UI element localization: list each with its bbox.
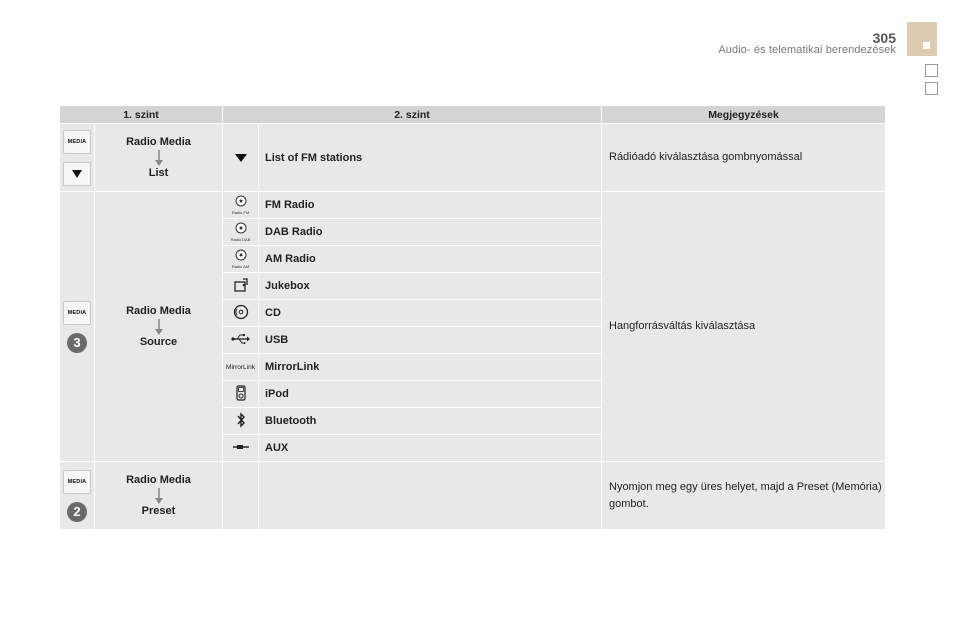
table-row bbox=[60, 462, 886, 530]
source-item: DAB Radio bbox=[259, 219, 602, 246]
media-button-icon: MEDIA bbox=[63, 130, 91, 154]
radio-fm-icon: Radio FM bbox=[223, 195, 258, 215]
mirrorlink-icon: MirrorLink bbox=[226, 363, 255, 371]
down-arrow-icon bbox=[154, 319, 164, 335]
button-cell bbox=[60, 192, 95, 462]
bluetooth-icon bbox=[223, 412, 258, 431]
note: Rádióadó kiválasztása gombnyomással bbox=[602, 124, 886, 192]
down-arrow-button-icon bbox=[63, 162, 91, 186]
level2-icon-cell bbox=[223, 462, 259, 530]
media-button-icon: MEDIA bbox=[63, 301, 91, 325]
source-item: FM Radio bbox=[259, 192, 602, 219]
media-button-icon: MEDIA bbox=[63, 470, 91, 494]
chapter-tab-box bbox=[925, 82, 938, 95]
note: Hangforrásváltás kiválasztása bbox=[602, 192, 886, 462]
number-button-icon: 2 bbox=[67, 502, 87, 522]
header-level2: 2. szint bbox=[223, 106, 602, 124]
down-arrow-icon bbox=[154, 150, 164, 166]
source-item: Jukebox bbox=[259, 273, 602, 300]
down-arrow-icon bbox=[154, 488, 164, 504]
header-notes: Megjegyzések bbox=[602, 106, 886, 124]
level1-subtitle: List bbox=[148, 167, 169, 179]
number-button-icon: 3 bbox=[67, 333, 87, 353]
usb-icon bbox=[223, 333, 258, 348]
source-item: iPod bbox=[259, 381, 602, 408]
source-icon-cell bbox=[223, 381, 259, 408]
source-icon-cell bbox=[223, 192, 259, 219]
button-cell bbox=[60, 462, 95, 530]
source-item: CD bbox=[259, 300, 602, 327]
level1-cell bbox=[95, 124, 223, 192]
level1-title: Radio Media bbox=[126, 305, 191, 317]
source-icon-cell bbox=[223, 327, 259, 354]
source-icon-cell bbox=[223, 435, 259, 462]
level1-cell bbox=[95, 462, 223, 530]
jukebox-icon bbox=[223, 277, 258, 296]
page-number: 305 bbox=[872, 30, 896, 46]
source-item: MirrorLink bbox=[259, 354, 602, 381]
source-icon-cell bbox=[223, 408, 259, 435]
level1-subtitle: Source bbox=[139, 336, 178, 348]
aux-icon bbox=[223, 442, 258, 455]
level2-item bbox=[259, 462, 602, 530]
level1-subtitle: Preset bbox=[141, 505, 176, 517]
level2-item: List of FM stations bbox=[259, 124, 602, 192]
source-icon-cell bbox=[223, 219, 259, 246]
header-level1: 1. szint bbox=[60, 106, 223, 124]
triangle-down-icon bbox=[234, 153, 248, 163]
table-row bbox=[60, 124, 886, 192]
chapter-tab bbox=[907, 22, 937, 56]
level1-title: Radio Media bbox=[126, 474, 191, 486]
menu-table bbox=[59, 105, 886, 530]
source-icon-cell bbox=[223, 300, 259, 327]
source-icon-cell bbox=[223, 273, 259, 300]
level1-title: Radio Media bbox=[126, 136, 191, 148]
note: Nyomjon meg egy üres helyet, majd a Preset (Memória) gombot. bbox=[602, 462, 886, 530]
table-header-row bbox=[60, 106, 886, 124]
chapter-tab-box bbox=[925, 64, 938, 77]
source-icon-cell bbox=[223, 354, 259, 381]
source-item: Bluetooth bbox=[259, 408, 602, 435]
level2-icon-cell bbox=[223, 124, 259, 192]
source-item: USB bbox=[259, 327, 602, 354]
source-icon-cell bbox=[223, 246, 259, 273]
ipod-icon bbox=[223, 385, 258, 404]
radio-am-icon: Radio AM bbox=[223, 249, 258, 269]
source-item: AM Radio bbox=[259, 246, 602, 273]
chapter-tab-mark bbox=[923, 42, 930, 49]
button-cell bbox=[60, 124, 95, 192]
table-row bbox=[60, 192, 886, 219]
chapter-title: Audio- és telematikai berendezések bbox=[718, 44, 896, 56]
cd-icon bbox=[223, 304, 258, 323]
radio-dab-icon: Radio DAB bbox=[223, 222, 258, 242]
source-item: AUX bbox=[259, 435, 602, 462]
level1-cell bbox=[95, 192, 223, 462]
